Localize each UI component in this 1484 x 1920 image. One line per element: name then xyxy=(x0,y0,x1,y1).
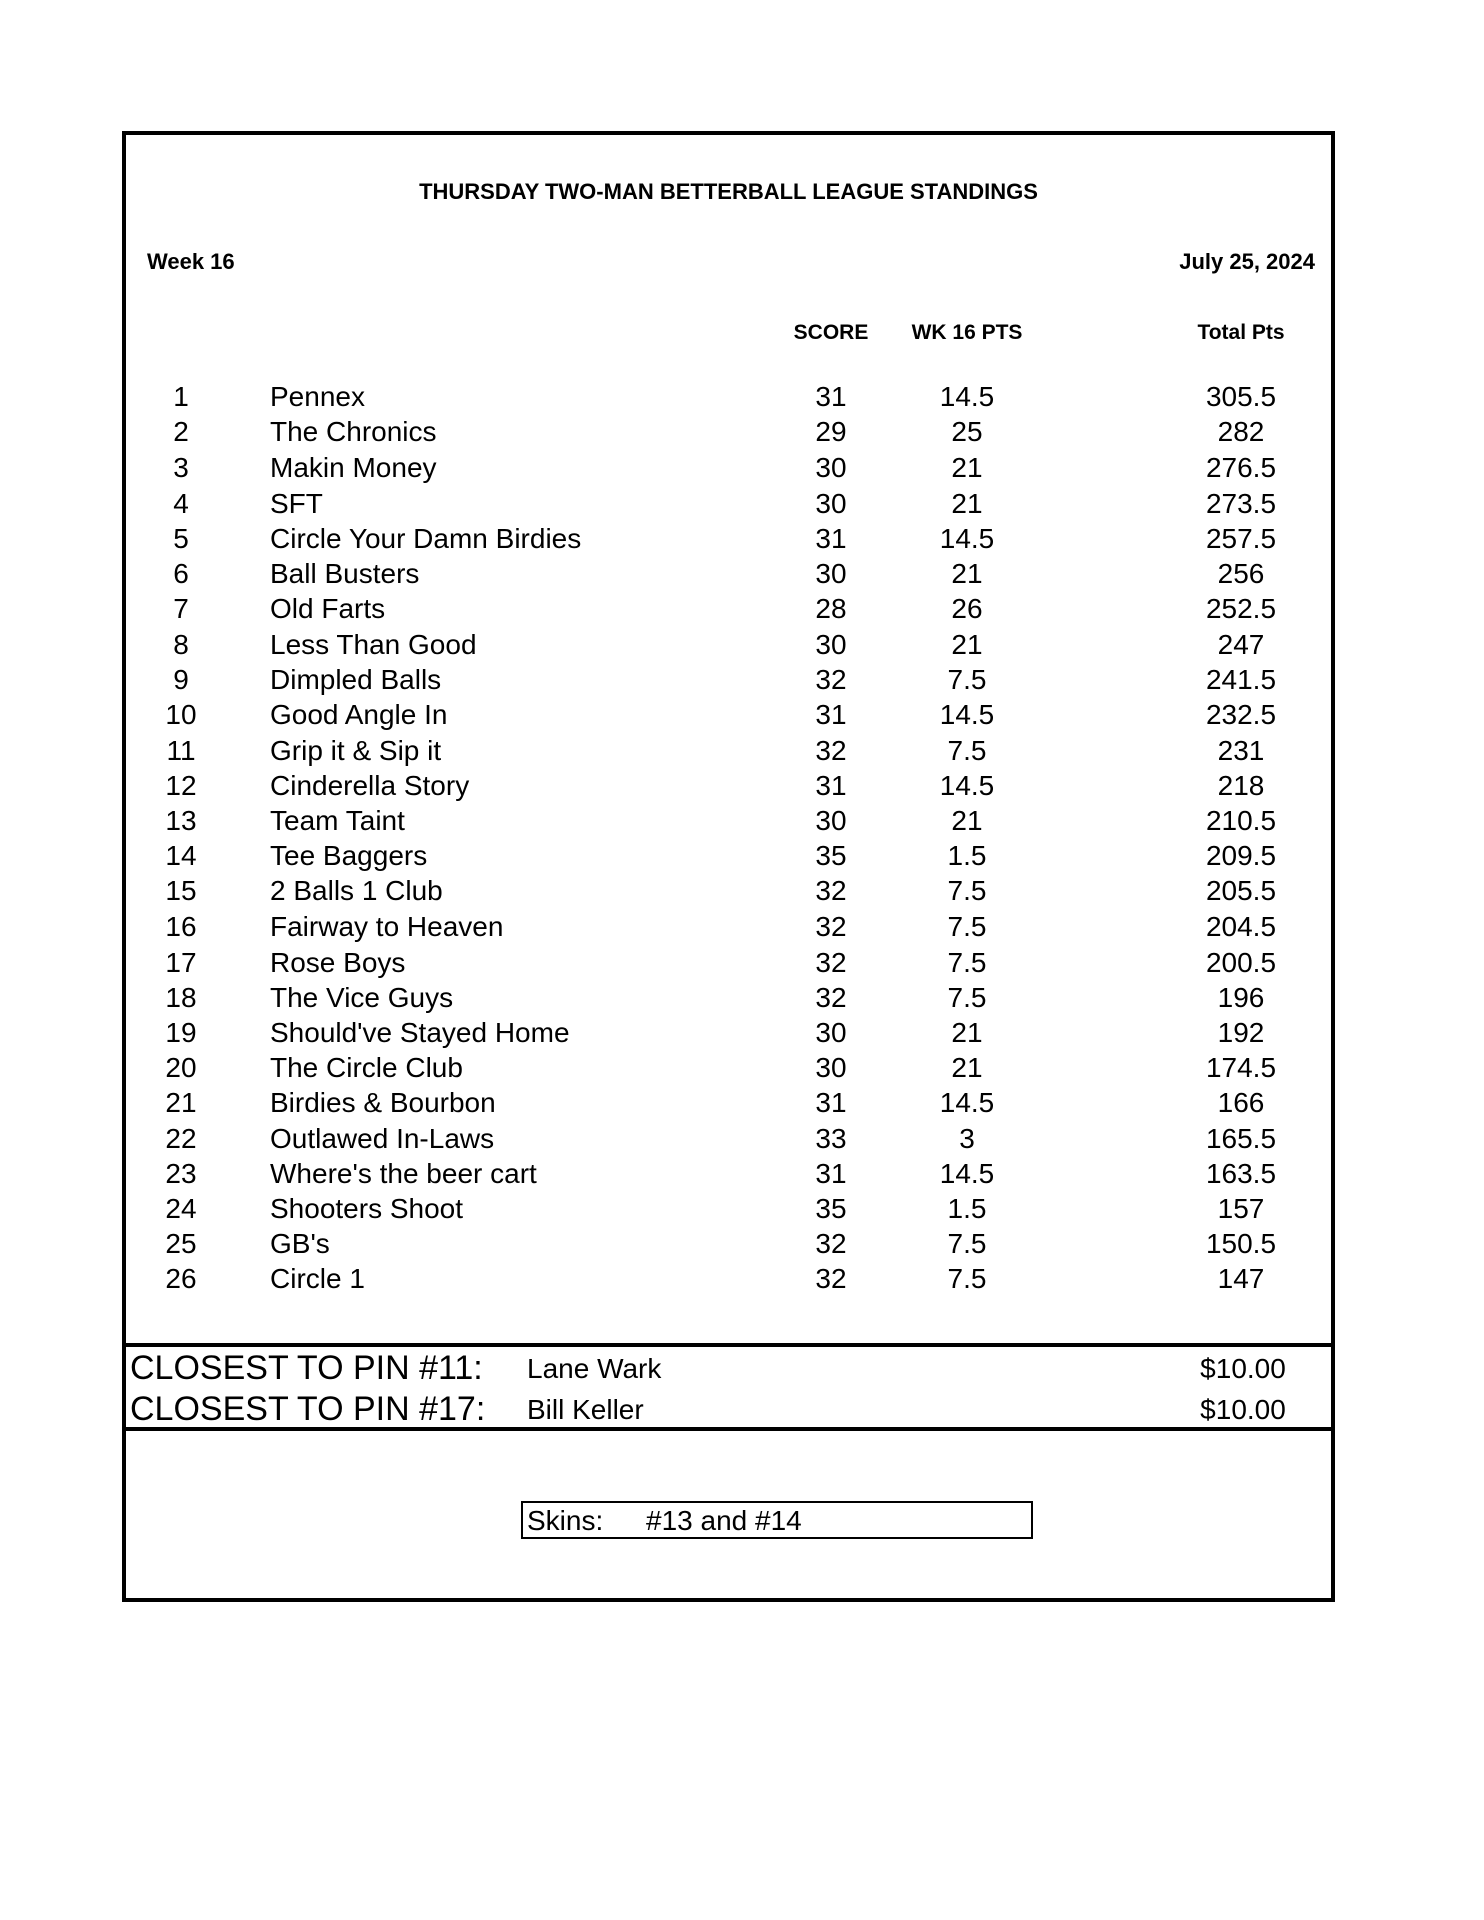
total-points-cell: 205.5 xyxy=(1205,875,1277,906)
team-name-cell: Dimpled Balls xyxy=(270,664,442,695)
team-name-cell: Should've Stayed Home xyxy=(270,1017,570,1048)
week-points-cell: 14.5 xyxy=(939,1087,995,1118)
team-name-cell: GB's xyxy=(270,1228,330,1259)
week-points-cell: 7.5 xyxy=(947,982,987,1013)
score-cell: 30 xyxy=(815,1017,847,1048)
date-label: July 25, 2024 xyxy=(1179,249,1315,274)
score-cell: 32 xyxy=(815,664,847,695)
team-name-cell: Outlawed In-Laws xyxy=(270,1123,495,1154)
team-name-cell: Good Angle In xyxy=(270,699,448,730)
total-points-cell: 256 xyxy=(1217,558,1265,589)
week-points-cell: 14.5 xyxy=(939,699,995,730)
score-cell: 35 xyxy=(815,1193,847,1224)
score-cell: 32 xyxy=(815,735,847,766)
rank-cell: 20 xyxy=(165,1052,197,1083)
team-name-cell: Ball Busters xyxy=(270,558,420,589)
score-cell: 31 xyxy=(815,699,847,730)
team-name-cell: Fairway to Heaven xyxy=(270,911,504,942)
skins-box xyxy=(521,1501,1033,1539)
total-points-cell: 157 xyxy=(1217,1193,1265,1224)
rank-cell: 25 xyxy=(165,1228,197,1259)
score-cell: 31 xyxy=(815,770,847,801)
closest-to-pin-row xyxy=(126,1390,1331,1430)
team-name-cell: Shooters Shoot xyxy=(270,1193,464,1224)
total-points-cell: 276.5 xyxy=(1205,452,1277,483)
score-cell: 30 xyxy=(815,452,847,483)
total-points-cell: 174.5 xyxy=(1205,1052,1277,1083)
week-points-cell: 26 xyxy=(951,593,983,624)
week-points-cell: 21 xyxy=(951,1052,983,1083)
skins-label: Skins: xyxy=(527,1505,604,1536)
week-points-cell: 21 xyxy=(951,629,983,660)
week-points-cell: 7.5 xyxy=(947,1263,987,1294)
week-points-cell: 1.5 xyxy=(947,1193,987,1224)
table-row xyxy=(126,805,1331,839)
table-row xyxy=(126,1193,1331,1227)
week-points-cell: 7.5 xyxy=(947,875,987,906)
rank-cell: 5 xyxy=(173,523,189,554)
standings-sheet xyxy=(122,131,1335,1602)
total-points-cell: 210.5 xyxy=(1205,805,1277,836)
closest-to-pin-section xyxy=(126,1343,1331,1431)
table-row xyxy=(126,699,1331,733)
week-points-cell: 14.5 xyxy=(939,381,995,412)
table-row xyxy=(126,911,1331,945)
team-name-cell: The Vice Guys xyxy=(270,982,454,1013)
total-points-cell: 200.5 xyxy=(1205,947,1277,978)
team-name-cell: Tee Baggers xyxy=(270,840,428,871)
week-points-cell: 7.5 xyxy=(947,735,987,766)
rank-cell: 8 xyxy=(173,629,189,660)
pin-winner-name: Bill Keller xyxy=(527,1394,644,1425)
table-row xyxy=(126,770,1331,804)
rank-cell: 10 xyxy=(165,699,197,730)
table-row xyxy=(126,629,1331,663)
total-points-cell: 147 xyxy=(1217,1263,1265,1294)
table-row xyxy=(126,488,1331,522)
total-points-cell: 196 xyxy=(1217,982,1265,1013)
rank-cell: 19 xyxy=(165,1017,197,1048)
rank-cell: 24 xyxy=(165,1193,197,1224)
team-name-cell: Circle 1 xyxy=(270,1263,365,1294)
table-row xyxy=(126,381,1331,415)
rank-cell: 15 xyxy=(165,875,197,906)
week-points-cell: 21 xyxy=(951,805,983,836)
rank-cell: 26 xyxy=(165,1263,197,1294)
table-row xyxy=(126,1123,1331,1157)
team-name-cell: Cinderella Story xyxy=(270,770,470,801)
rank-cell: 14 xyxy=(165,840,197,871)
pin-winner-name: Lane Wark xyxy=(527,1353,662,1384)
skins-value: #13 and #14 xyxy=(646,1505,802,1536)
team-name-cell: Team Taint xyxy=(270,805,405,836)
rank-cell: 2 xyxy=(173,416,189,447)
team-name-cell: SFT xyxy=(270,488,323,519)
total-points-cell: 218 xyxy=(1217,770,1265,801)
table-row xyxy=(126,982,1331,1016)
table-row xyxy=(126,452,1331,486)
team-name-cell: Grip it & Sip it xyxy=(270,735,442,766)
score-cell: 32 xyxy=(815,911,847,942)
score-cell: 32 xyxy=(815,875,847,906)
table-row xyxy=(126,558,1331,592)
table-row xyxy=(126,593,1331,627)
total-points-cell: 204.5 xyxy=(1205,911,1277,942)
week-points-cell: 7.5 xyxy=(947,947,987,978)
rank-cell: 9 xyxy=(173,664,189,695)
week-points-cell: 14.5 xyxy=(939,523,995,554)
week-points-cell: 21 xyxy=(951,558,983,589)
score-cell: 31 xyxy=(815,1158,847,1189)
total-points-cell: 232.5 xyxy=(1205,699,1277,730)
week-points-cell: 21 xyxy=(951,488,983,519)
rank-cell: 23 xyxy=(165,1158,197,1189)
score-cell: 30 xyxy=(815,1052,847,1083)
score-cell: 29 xyxy=(815,416,847,447)
score-cell: 31 xyxy=(815,381,847,412)
week-points-cell: 7.5 xyxy=(947,911,987,942)
total-points-cell: 192 xyxy=(1217,1017,1265,1048)
total-points-cell: 257.5 xyxy=(1205,523,1277,554)
total-points-cell: 273.5 xyxy=(1205,488,1277,519)
table-row xyxy=(126,947,1331,981)
column-header-total-points: Total Pts xyxy=(1197,321,1285,344)
rank-cell: 13 xyxy=(165,805,197,836)
column-header-score: SCORE xyxy=(793,321,869,344)
table-row xyxy=(126,735,1331,769)
table-row xyxy=(126,523,1331,557)
rank-cell: 16 xyxy=(165,911,197,942)
column-header-week-points: WK 16 PTS xyxy=(911,321,1023,344)
total-points-cell: 247 xyxy=(1217,629,1265,660)
table-row xyxy=(126,1158,1331,1192)
team-name-cell: The Chronics xyxy=(270,416,437,447)
score-cell: 30 xyxy=(815,558,847,589)
pin-label: CLOSEST TO PIN #17: xyxy=(130,1390,486,1428)
week-points-cell: 7.5 xyxy=(947,664,987,695)
total-points-cell: 282 xyxy=(1217,416,1265,447)
total-points-cell: 241.5 xyxy=(1205,664,1277,695)
table-row xyxy=(126,1052,1331,1086)
closest-to-pin-row xyxy=(126,1349,1331,1389)
week-label: Week 16 xyxy=(147,249,235,274)
rank-cell: 11 xyxy=(166,735,196,766)
score-cell: 32 xyxy=(815,1263,847,1294)
score-cell: 35 xyxy=(815,840,847,871)
team-name-cell: Makin Money xyxy=(270,452,437,483)
week-points-cell: 25 xyxy=(951,416,983,447)
score-cell: 31 xyxy=(815,523,847,554)
score-cell: 28 xyxy=(815,593,847,624)
rank-cell: 3 xyxy=(173,452,189,483)
team-name-cell: Circle Your Damn Birdies xyxy=(270,523,582,554)
total-points-cell: 150.5 xyxy=(1205,1228,1277,1259)
rank-cell: 1 xyxy=(173,381,189,412)
week-points-cell: 3 xyxy=(959,1123,975,1154)
team-name-cell: Less Than Good xyxy=(270,629,477,660)
table-row xyxy=(126,1263,1331,1297)
team-name-cell: Old Farts xyxy=(270,593,386,624)
score-cell: 30 xyxy=(815,488,847,519)
week-points-cell: 14.5 xyxy=(939,770,995,801)
table-row xyxy=(126,664,1331,698)
table-row xyxy=(126,875,1331,909)
team-name-cell: 2 Balls 1 Club xyxy=(270,875,443,906)
total-points-cell: 252.5 xyxy=(1205,593,1277,624)
rank-cell: 18 xyxy=(165,982,197,1013)
score-cell: 30 xyxy=(815,629,847,660)
total-points-cell: 165.5 xyxy=(1205,1123,1277,1154)
page-title: THURSDAY TWO-MAN BETTERBALL LEAGUE STANDINGS xyxy=(419,179,1038,204)
total-points-cell: 231 xyxy=(1217,735,1265,766)
pin-prize-amount: $10.00 xyxy=(1200,1394,1286,1425)
rank-cell: 6 xyxy=(173,558,189,589)
team-name-cell: Birdies & Bourbon xyxy=(270,1087,496,1118)
week-points-cell: 21 xyxy=(951,1017,983,1048)
rank-cell: 4 xyxy=(173,488,189,519)
team-name-cell: Where's the beer cart xyxy=(270,1158,537,1189)
total-points-cell: 163.5 xyxy=(1205,1158,1277,1189)
team-name-cell: Pennex xyxy=(270,381,365,412)
week-points-cell: 7.5 xyxy=(947,1228,987,1259)
rank-cell: 12 xyxy=(165,770,197,801)
pin-prize-amount: $10.00 xyxy=(1200,1353,1286,1384)
rank-cell: 17 xyxy=(165,947,197,978)
table-row xyxy=(126,1228,1331,1262)
week-points-cell: 1.5 xyxy=(947,840,987,871)
week-points-cell: 14.5 xyxy=(939,1158,995,1189)
score-cell: 32 xyxy=(815,1228,847,1259)
table-row xyxy=(126,840,1331,874)
score-cell: 32 xyxy=(815,982,847,1013)
table-row xyxy=(126,1017,1331,1051)
table-row xyxy=(126,416,1331,450)
score-cell: 30 xyxy=(815,805,847,836)
table-row xyxy=(126,1087,1331,1121)
team-name-cell: The Circle Club xyxy=(270,1052,463,1083)
pin-label: CLOSEST TO PIN #11: xyxy=(130,1349,483,1387)
rank-cell: 21 xyxy=(165,1087,197,1118)
rank-cell: 7 xyxy=(173,593,189,624)
rank-cell: 22 xyxy=(165,1123,197,1154)
total-points-cell: 209.5 xyxy=(1205,840,1277,871)
total-points-cell: 166 xyxy=(1217,1087,1265,1118)
total-points-cell: 305.5 xyxy=(1205,381,1277,412)
week-points-cell: 21 xyxy=(951,452,983,483)
score-cell: 32 xyxy=(815,947,847,978)
score-cell: 33 xyxy=(815,1123,847,1154)
score-cell: 31 xyxy=(815,1087,847,1118)
team-name-cell: Rose Boys xyxy=(270,947,406,978)
